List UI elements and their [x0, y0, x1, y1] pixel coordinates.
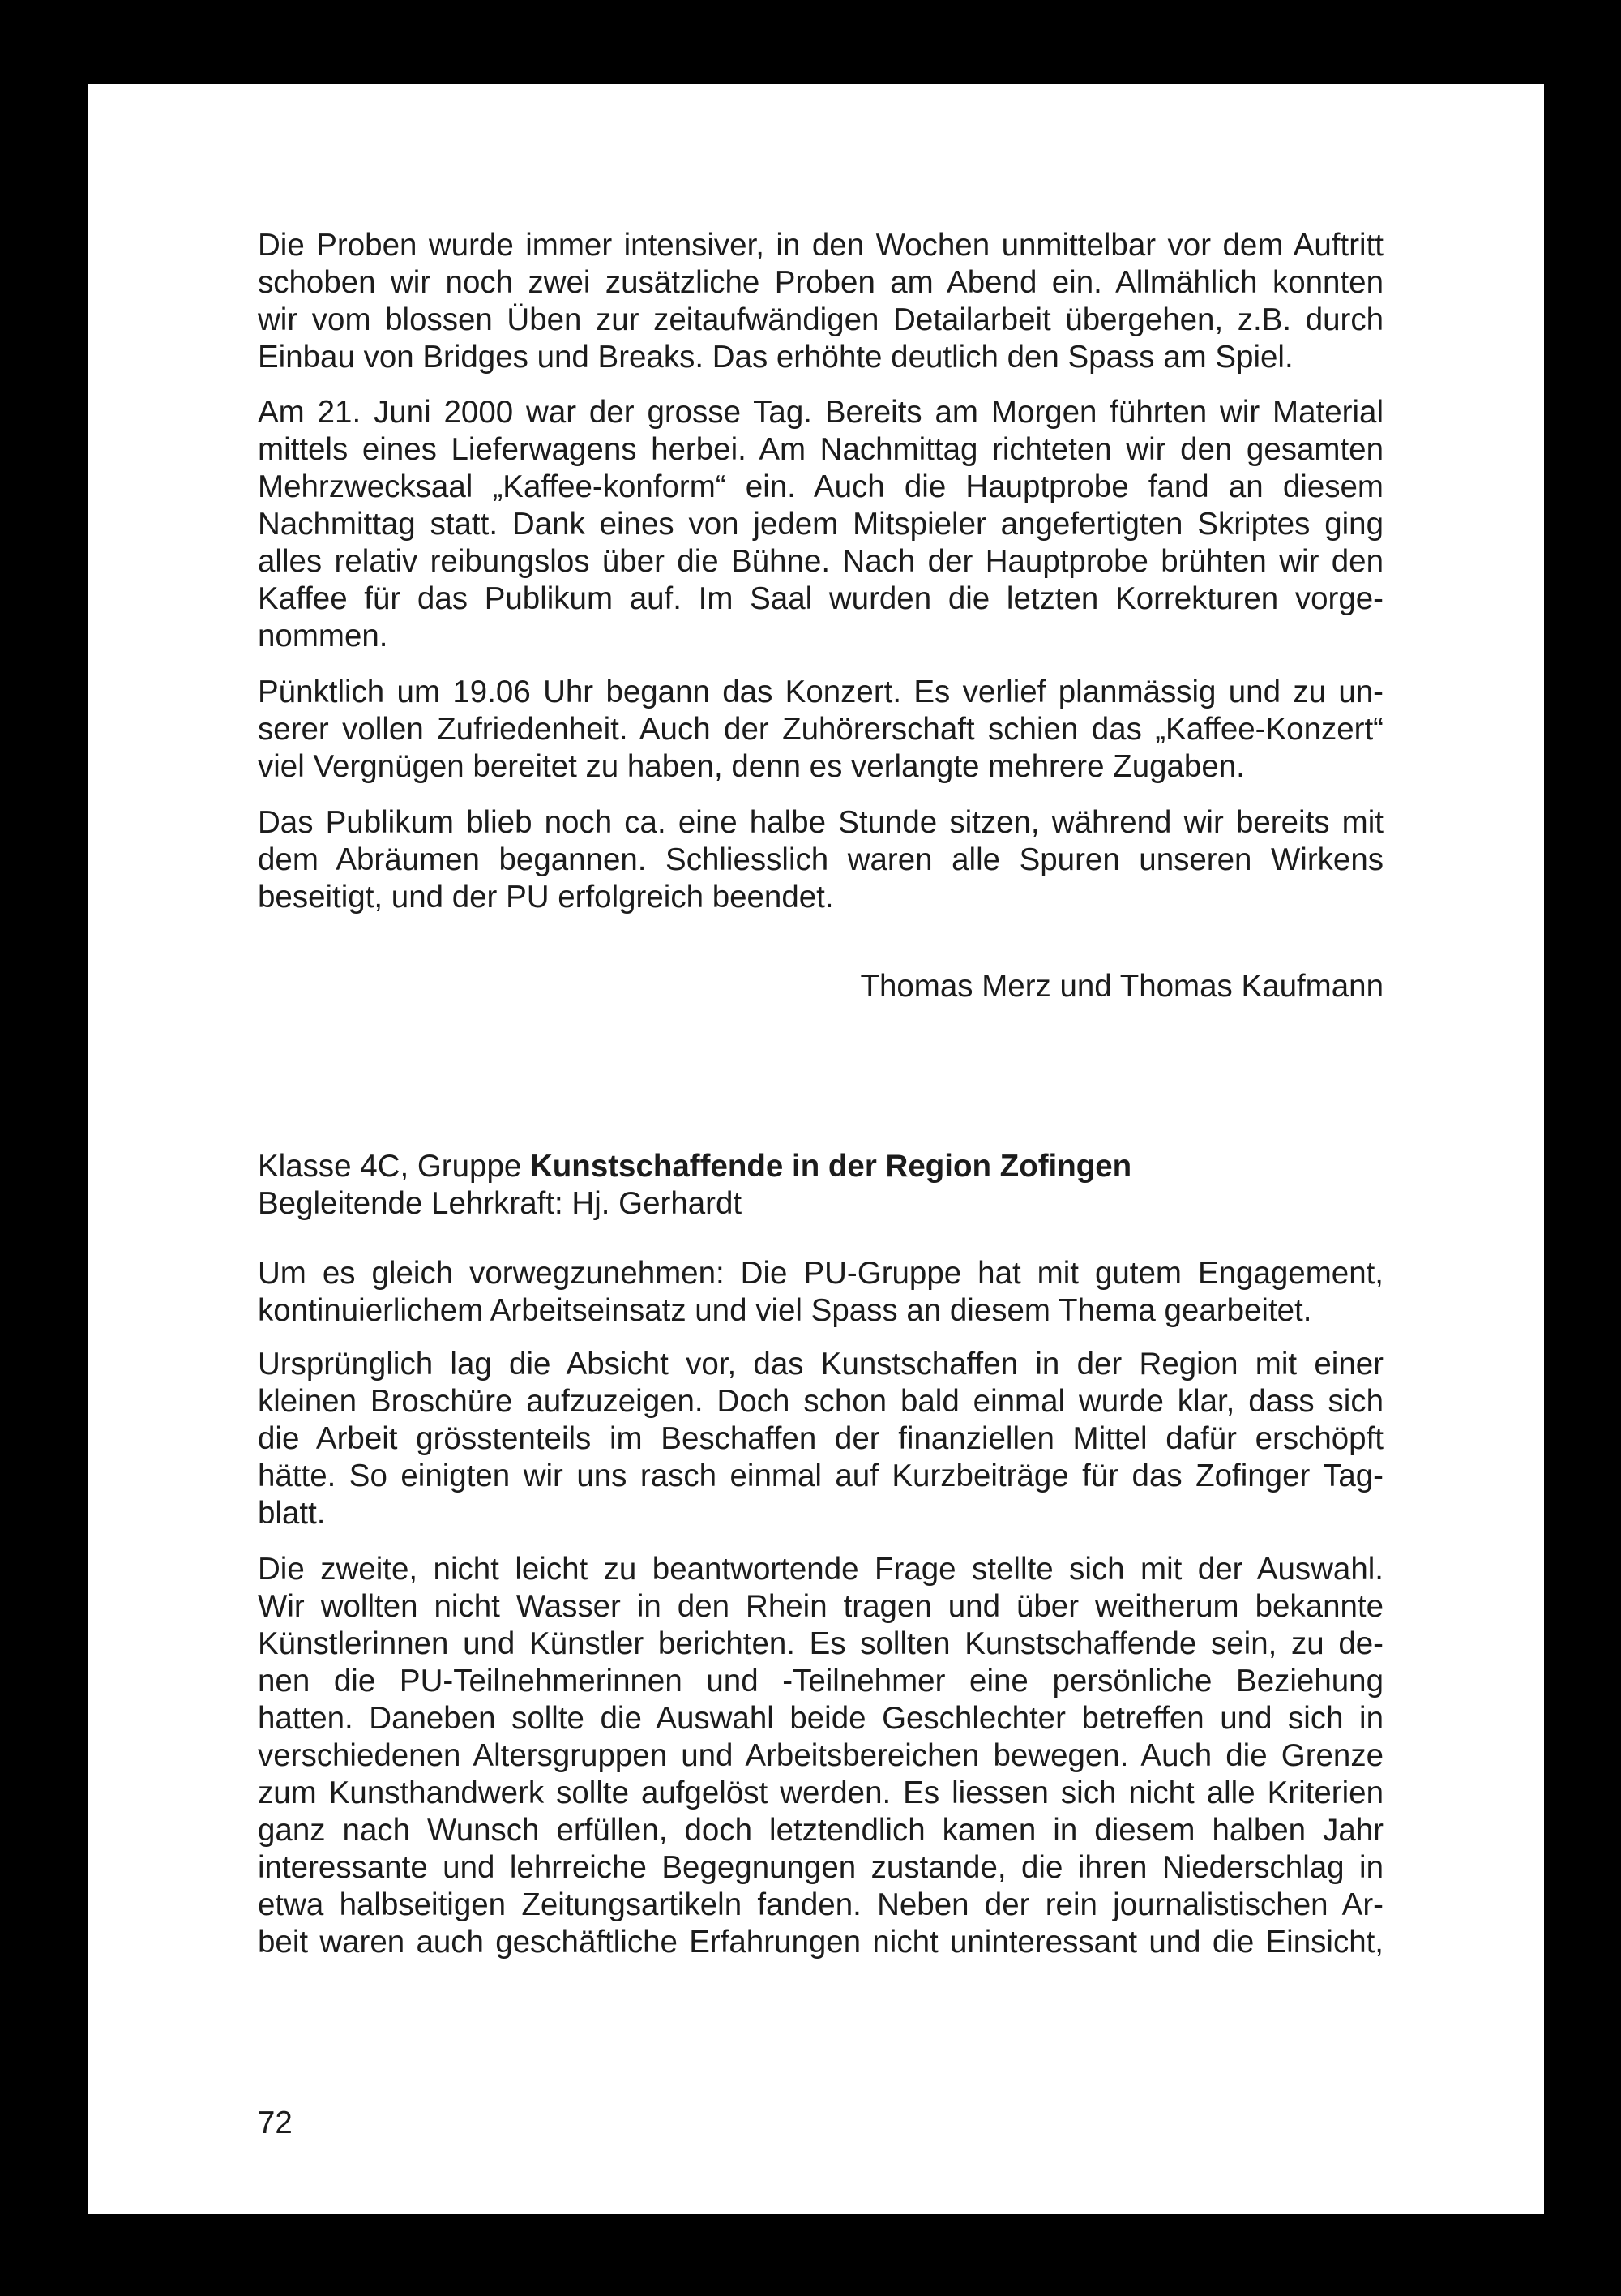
text-line: Einbau von Bridges und Breaks. Das erhöhte deutlich den Spass am Spiel. [258, 340, 1294, 375]
heading-title: Kunstschaffende in der Region Zofingen [529, 1149, 1132, 1184]
text-line: Wir wollten nicht Wasser in den Rhein tragen und über weitherum bekannte [258, 1589, 1384, 1624]
author-signature: Thomas Merz und Thomas Kaufmann [860, 969, 1384, 1004]
text-line: Ursprünglich lag die Absicht vor, das Kunstschaffen in der Region mit einer [258, 1347, 1384, 1381]
text-line: Nachmittag statt. Dank eines von jedem Mitspieler angefertigten Skriptes ging [258, 507, 1384, 542]
text-line: nommen. [258, 619, 388, 653]
paragraph [258, 394, 1384, 655]
text-line: Die Proben wurde immer intensiver, in den Wochen unmittelbar vor dem Auftritt [258, 228, 1384, 263]
text-line: Pünktlich um 19.06 Uhr begann das Konzert. Es verlief planmässig und zu un- [258, 675, 1384, 709]
text-line: wir vom blossen Üben zur zeitaufwändigen Detailarbeit übergehen, z.B. durch [258, 302, 1384, 337]
section-heading [258, 1148, 1384, 1223]
text-line: blatt. [258, 1496, 326, 1531]
text-line: kontinuierlichem Arbeitseinsatz und viel Spass an diesem Thema gearbeitet. [258, 1293, 1312, 1328]
heading-line [258, 1148, 1384, 1185]
text-line: dem Abräumen begannen. Schliesslich waren alle Spuren unseren Wirkens [258, 842, 1384, 877]
page-number: 72 [258, 2105, 293, 2140]
text-line: beseitigt, und der PU erfolgreich beendet. [258, 880, 834, 915]
text-line: ganz nach Wunsch erfüllen, doch letztendlich kamen in diesem halben Jahr [258, 1813, 1384, 1848]
text-line: beit waren auch geschäftliche Erfahrungen nicht uninteressant und die Einsicht, [258, 1925, 1384, 1960]
paragraph [258, 1255, 1384, 1330]
text-line: Künstlerinnen und Künstler berichten. Es sollten Kunstschaffende sein, zu de- [258, 1626, 1384, 1661]
text-line: nen die PU-Teilnehmerinnen und -Teilnehmer eine persönliche Beziehung [258, 1664, 1384, 1698]
text-line: mittels eines Lieferwagens herbei. Am Nachmittag richteten wir den gesamten [258, 432, 1384, 467]
text-line: verschiedenen Altersgruppen und Arbeitsbereichen bewegen. Auch die Grenze [258, 1738, 1384, 1773]
text-line: hätte. So einigten wir uns rasch einmal auf Kurzbeiträge für das Zofinger Tag- [258, 1459, 1384, 1493]
paragraph [258, 1551, 1384, 1961]
paragraph [258, 1346, 1384, 1532]
text-line: viel Vergnügen bereitet zu haben, denn es verlangte mehrere Zugaben. [258, 749, 1245, 784]
text-line: serer vollen Zufriedenheit. Auch der Zuhörerschaft schien das „Kaffee-Konzert“ [258, 712, 1384, 747]
text-line: Um es gleich vorwegzunehmen: Die PU-Gruppe hat mit gutem Engagement, [258, 1256, 1384, 1291]
heading-prefix: Klasse 4C, Gruppe [258, 1149, 530, 1184]
text-line: interessante und lehrreiche Begegnungen zustande, die ihren Niederschlag in [258, 1850, 1384, 1885]
teacher-line: Begleitende Lehrkraft: Hj. Gerhardt [258, 1186, 742, 1221]
document-page [88, 84, 1544, 2214]
text-line: zum Kunsthandwerk sollte aufgelöst werden. Es liessen sich nicht alle Kriterien [258, 1776, 1384, 1810]
text-line: Das Publikum blieb noch ca. eine halbe Stunde sitzen, während wir bereits mit [258, 805, 1384, 840]
text-line: schoben wir noch zwei zusätzliche Proben am Abend ein. Allmählich konnten [258, 265, 1384, 300]
text-line: Kaffee für das Publikum auf. Im Saal wurden die letzten Korrekturen vorge- [258, 581, 1384, 616]
text-line: die Arbeit grösstenteils im Beschaffen der finanziellen Mittel dafür erschöpft [258, 1421, 1384, 1456]
text-line: etwa halbseitigen Zeitungsartikeln fanden. Neben der rein journalistischen Ar- [258, 1887, 1384, 1922]
paragraph [258, 804, 1384, 916]
text-line: hatten. Daneben sollte die Auswahl beide Geschlechter betreffen und sich in [258, 1701, 1384, 1736]
text-line: kleinen Broschüre aufzuzeigen. Doch schon bald einmal wurde klar, dass sich [258, 1384, 1384, 1419]
text-line: Mehrzwecksaal „Kaffee-konform“ ein. Auch die Hauptprobe fand an diesem [258, 469, 1384, 504]
paragraph [258, 674, 1384, 786]
text-line: Die zweite, nicht leicht zu beantwortende Frage stellte sich mit der Auswahl. [258, 1552, 1384, 1587]
paragraph [258, 227, 1384, 376]
text-line: Am 21. Juni 2000 war der grosse Tag. Bereits am Morgen führten wir Material [258, 395, 1384, 430]
text-line: alles relativ reibungslos über die Bühne. Nach der Hauptprobe brühten wir den [258, 544, 1384, 579]
